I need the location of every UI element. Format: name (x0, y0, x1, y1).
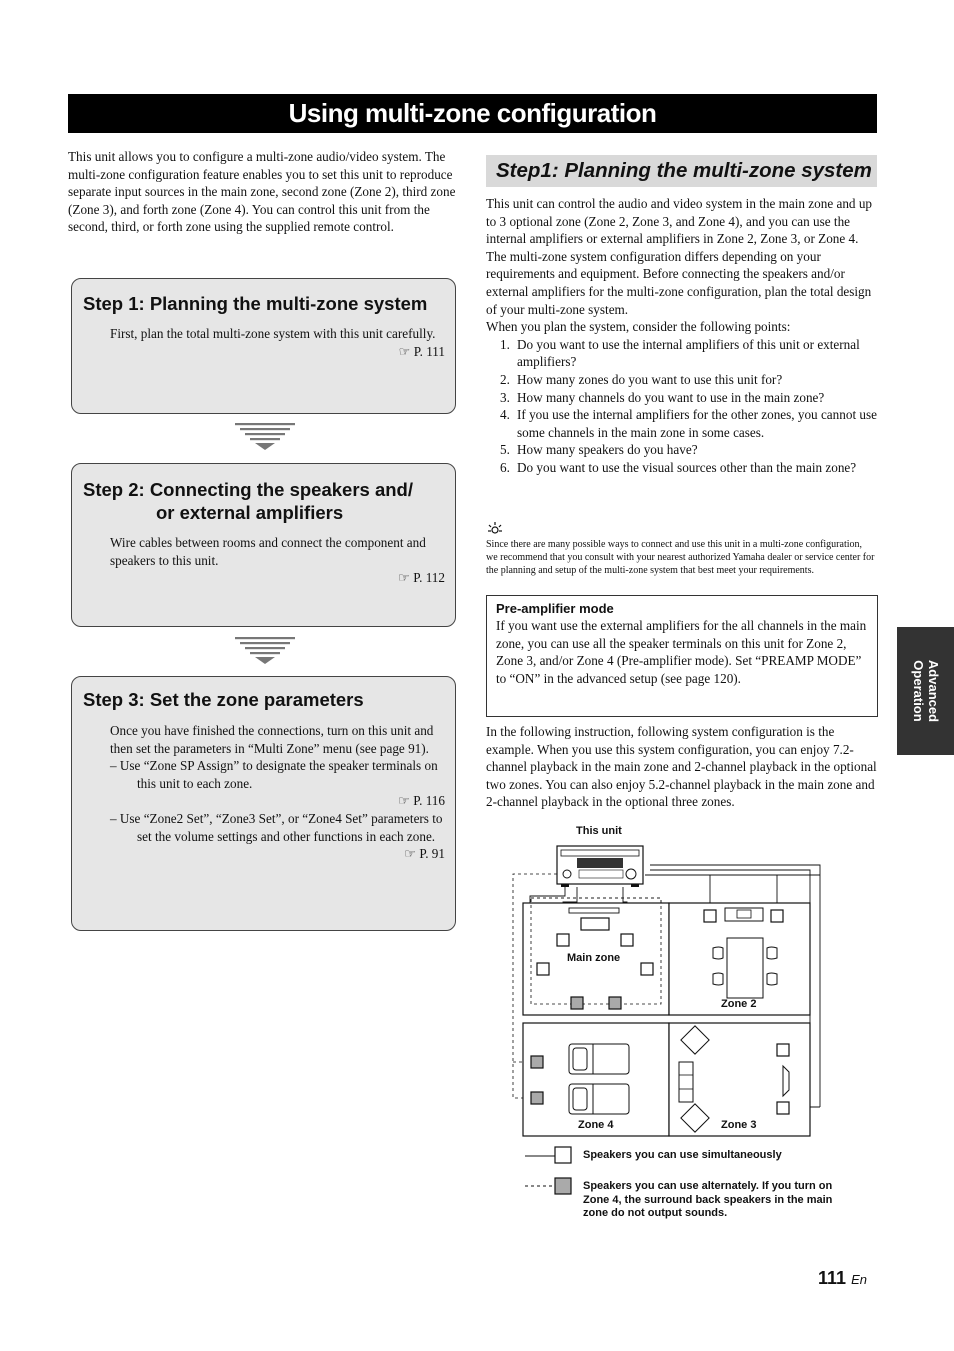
page-number (818, 1268, 867, 1289)
side-tab-advanced-operation (897, 627, 954, 755)
list-item: 3. How many channels do you want to use in the main zone? (500, 389, 825, 405)
step-1-body: First, plan the total multi-zone system with this unit carefully. (110, 326, 436, 341)
preamp-mode-box (486, 595, 878, 717)
down-arrow-icon (235, 423, 295, 451)
multi-zone-diagram (505, 840, 835, 1220)
tip-lightbulb-icon (487, 521, 503, 537)
label-zone-2: Zone 2 (721, 998, 757, 1010)
tip-text: Since there are many possible ways to connect and use this unit in a multi-zone configuration, we recommend that you consult with your nearest authorized Yamaha dealer or service center for the planning and setup of the multi-zone system that best meet your requirements. (486, 539, 875, 576)
example-paragraph: In the following instruction, following system configuration is the example. When you use this system configuration, you can enjoy 7.2-channel playback in the main zone and 2-channel playback in the optional two zones. You can also enjoy 5.2-channel playback in the main zone and 2-channel playback in the optional three zones. (486, 724, 877, 810)
step-3-item-2: – Use “Zone2 Set”, “Zone3 Set”, or “Zone4 Set” parameters to set the volume settings and other functions in each zone. (110, 810, 443, 844)
label-zone-4: Zone 4 (578, 1119, 614, 1131)
preamp-mode-title: Pre-amplifier mode (496, 601, 614, 616)
section-paragraph-2: The multi-zone system configuration differs depending on your requirements and equipment. Before connecting the speakers and/or external amplifiers for the multi-zone configuration, plan the total design of your multi-zone system. (486, 248, 872, 317)
list-item: 2. How many zones do you want to use this unit for? (500, 371, 783, 387)
step-2-box (71, 463, 456, 627)
step-3-item-1: – Use “Zone SP Assign” to designate the speaker terminals on this unit to each zone. (110, 758, 438, 791)
step-3-body: Once you have finished the connections, turn on this unit and then set the parameters in “Multi Zone” menu (see page 91). (110, 723, 434, 756)
label-this-unit: This unit (576, 825, 622, 837)
label-zone-3: Zone 3 (721, 1119, 757, 1131)
step-3-page-ref-1: ☞ P. 116 (398, 793, 445, 809)
step-3-box (71, 676, 456, 931)
list-item: 5. How many speakers do you have? (500, 442, 698, 458)
step-2-title (83, 478, 413, 524)
receiver-icon (557, 846, 643, 887)
legend-simultaneous: Speakers you can use simultaneously (583, 1149, 782, 1161)
side-tab-line2: Operation (910, 660, 926, 722)
page-title: Using multi-zone configuration (68, 94, 877, 133)
step-2-title-line2: or external amplifiers (156, 502, 344, 523)
section-title: Step1: Planning the multi-zone system (486, 155, 877, 187)
preamp-mode-body: If you want use the external amplifiers for the all channels in the main zone, you can use all the speaker terminals on this unit for Zone 2, Zone 3, and/or Zone 4 (Pre-amplifier mode). Set “PREAMP MODE” to “ON” in the advanced setup (see page 120). (496, 618, 867, 686)
step-1-title: Step 1: Planning the multi-zone system (83, 293, 428, 314)
step-2-page-ref: ☞ P. 112 (398, 570, 445, 586)
list-item: 6. Do you want to use the visual sources other than the main zone? (500, 459, 857, 475)
step-3-page-ref-2: ☞ P. 91 (404, 846, 445, 862)
planning-points-list (486, 336, 878, 477)
label-main-zone: Main zone (567, 952, 621, 964)
section-body (486, 195, 878, 477)
side-tab-line1: Advanced (925, 659, 941, 723)
page-number-value: 111 (818, 1268, 847, 1288)
intro-paragraph: This unit allows you to configure a multi-zone audio/video system. The multi-zone configuration feature enables you to set this unit to reproduce separate input sources in the main zone, second zone (Zone 2), third zone (Zone 3), and forth zone (Zone 4). You can control this unit from the second, third, or forth zone using the supplied remote control. (68, 149, 456, 235)
list-item: 1. Do you want to use the internal amplifiers of this unit or external amplifiers? (500, 336, 860, 370)
legend-alternate: Speakers you can use alternately. If you turn on Zone 4, the surround back speakers in the main zone do not output sounds. (583, 1180, 833, 1219)
step-2-title-line1: Step 2: Connecting the speakers and/ (83, 479, 413, 500)
section-paragraph-3: When you plan the system, consider the following points: (486, 319, 791, 335)
section-paragraph-1: This unit can control the audio and video system in the main zone and up to 3 optional zone (Zone 2, Zone 3, and Zone 4), and you can use the internal amplifiers or external amplifiers in Zone 2, Zone 3, or Zone 4. (486, 196, 873, 247)
down-arrow-icon (235, 637, 295, 665)
step-2-body: Wire cables between rooms and connect the component and speakers to this unit. (110, 535, 426, 568)
step-1-page-ref: ☞ P. 111 (398, 343, 445, 359)
list-item: 4. If you use the internal amplifiers for the other zones, you cannot use some channels in the main zone in some cases. (500, 407, 877, 440)
step-3-title: Step 3: Set the zone parameters (83, 689, 364, 710)
page-language: En (851, 1272, 867, 1287)
step-1-box (71, 278, 456, 414)
